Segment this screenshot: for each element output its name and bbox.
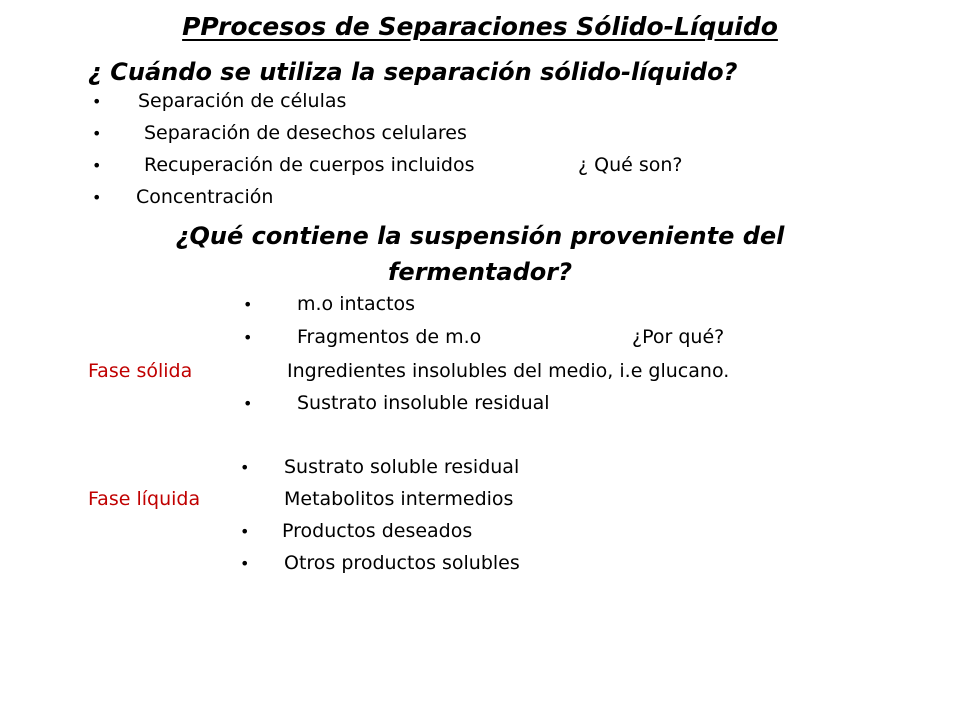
use-item: Recuperación de cuerpos incluidos [144, 154, 475, 176]
solid-item: Sustrato insoluble residual [297, 392, 550, 414]
solid-aside-question: ¿Por qué? [632, 326, 725, 348]
bullet-icon: • [92, 92, 102, 111]
bullet-icon: • [92, 156, 102, 175]
bullet-icon: • [240, 554, 250, 573]
use-item: Separación de células [138, 90, 347, 112]
question-suspension-line1: ¿Qué contiene la suspensión proveniente del [175, 222, 785, 250]
liquid-item: Metabolitos intermedios [284, 488, 514, 510]
liquid-item: Productos deseados [282, 520, 473, 542]
bullet-icon: • [243, 328, 253, 347]
use-item: Separación de desechos celulares [144, 122, 467, 144]
bullet-icon: • [243, 394, 253, 413]
solid-item: Fragmentos de m.o [297, 326, 482, 348]
question-suspension-line2: fermentador? [387, 258, 573, 286]
solid-item: Ingredientes insolubles del medio, i.e glucano. [287, 360, 730, 382]
bullet-icon: • [92, 188, 102, 207]
use-aside-question: ¿ Qué son? [578, 154, 683, 176]
question-when-used: ¿ Cuándo se utiliza la separación sólido-líquido? [88, 58, 738, 86]
solid-item: m.o intactos [297, 293, 416, 315]
slide-title: PProcesos de Separaciones Sólido-Líquido [182, 12, 778, 41]
liquid-item: Sustrato soluble residual [284, 456, 520, 478]
bullet-icon: • [240, 458, 250, 477]
use-item: Concentración [136, 186, 274, 208]
liquid-item: Otros productos solubles [284, 552, 520, 574]
bullet-icon: • [243, 295, 253, 314]
liquid-phase-label: Fase líquida [88, 488, 201, 510]
bullet-icon: • [240, 522, 250, 541]
bullet-icon: • [92, 124, 102, 143]
solid-phase-label: Fase sólida [88, 360, 193, 382]
